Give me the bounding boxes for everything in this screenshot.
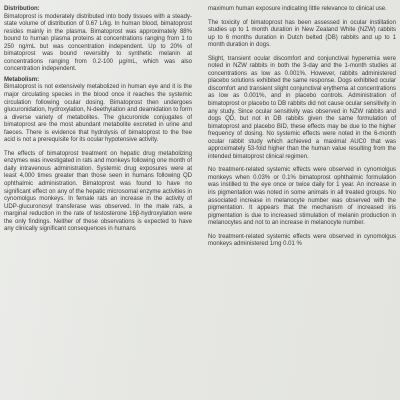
ocular-findings-paragraph: Slight, transient ocular discomfort and conjunctival hyperemia were noted in NZW rabbits in both the 3-day and the 1-month studies at concentrations as low as 0.001%. However, rabbits administered placebo solutions exhibited the same response. Dogs exhibited ocular discomfort and transient slight conjunctival erythema at concentrations as low as 0.001%, and in placebo controls. Administration of bimatoprost or placebo to DB rabbits did not cause ocular sensitivity in any study. Since ocular sensitivity was observed in NZW rabbits and dogs QD, but not in DB rabbits given the same formulation of bimatoprost and placebo BID, these effects may be due to the higher frequency of dosing. No systemic effects were noted in the 6-month ocular rabbit study which achieved a maximal AUC0 that was approximately 53-fold higher than the human value resulting from the intended bimatoprost clinical regimen. xyxy=(208,55,396,160)
distribution-paragraph: Bimatoprost is moderately distributed into body tissues with a steady-state volume of distribution of 0.67 L/kg. In human blood, bimatoprost resides mainly in the plasma. Bimatoprost was approximately 88% bound to human plasma proteins at concentrations ranging from 1 to 250 ng/mL but was concentration independent. Up to 20% of bimatoprost was bound reversibly to synthetic melanin at concentrations ranging from 0.2-100 µg/mL, which was also concentration independent. xyxy=(4,13,192,73)
enzyme-study-paragraph: The effects of bimatoprost treatment on hepatic drug metabolizing enzymes was investigated in rats and monkeys following one month of daily intravenous administration. Systemic drug exposures were at least 4,000 times greater than those seen in humans following QD ophthalmic administration. Bimatoprost was found to have no significant effect on any of the hepatic microsomal enzyme activities in cynomolgus monkeys. In female rats an increase in the activity of UDP-glucuronosyl transferase was observed. In the male rats, a marginal reduction in the rate of testosterone 16β-hydroxylation were the only findings. Neither of these observations is expected to have any clinically significant consequences in humans xyxy=(4,150,192,233)
metabolism-paragraph: Bimatoprost is not extensively metabolized in human eye and it is the major circulating species in the blood once it reaches the systemic circulation following ocular dosing. Bimatoprost then undergoes glucuronidation, hydroxylation, N-deethylation and deamidation to form a diverse variety of metabolites. The glucuronide conjugates of bimatoprost are the most abundant metabolite excreted in urine and faeces. There is evidence that hydrolysis of bimatoprost to the free acid is not a prerequisite for its ocular hypotensive activity. xyxy=(4,84,192,144)
toxicity-studies-paragraph: The toxicity of bimatoprost has been assessed in ocular instillation studies up to 1 month duration in New Zealand White (NZW) rabbits up to 6 months duration in Dutch belted (DB) rabbits and up to 1 month duration in dogs. xyxy=(208,19,396,49)
monkey-study-paragraph: No treatment-related systemic effects were observed in cynomolgus monkeys when 0.03% or 0.1% bimatoprost ophthalmic formulation was instilled to the eye once or twice daily for 1 year. An increase in iris pigmentation was noted in some animals in all treated groups. No associated increase in melanocyte number was observed with the pigmentation. It appears that the mechanism of increased iris pigmentation is due to increased stimulation of melanin production in melanocytes and not to an increase in melanocyte number. xyxy=(208,167,396,227)
monkey-study-continued-paragraph: No treatment-related systemic effects were observed in cynomolgus monkeys administered 1mg 0.01 % xyxy=(208,233,396,248)
distribution-heading: Distribution: xyxy=(4,6,40,12)
metabolism-heading: Metabolism: xyxy=(4,76,40,83)
left-column xyxy=(4,6,192,240)
clinical-relevance-paragraph: maximum human exposure indicating little relevance to clinical use. xyxy=(208,6,387,12)
right-column xyxy=(208,6,396,255)
